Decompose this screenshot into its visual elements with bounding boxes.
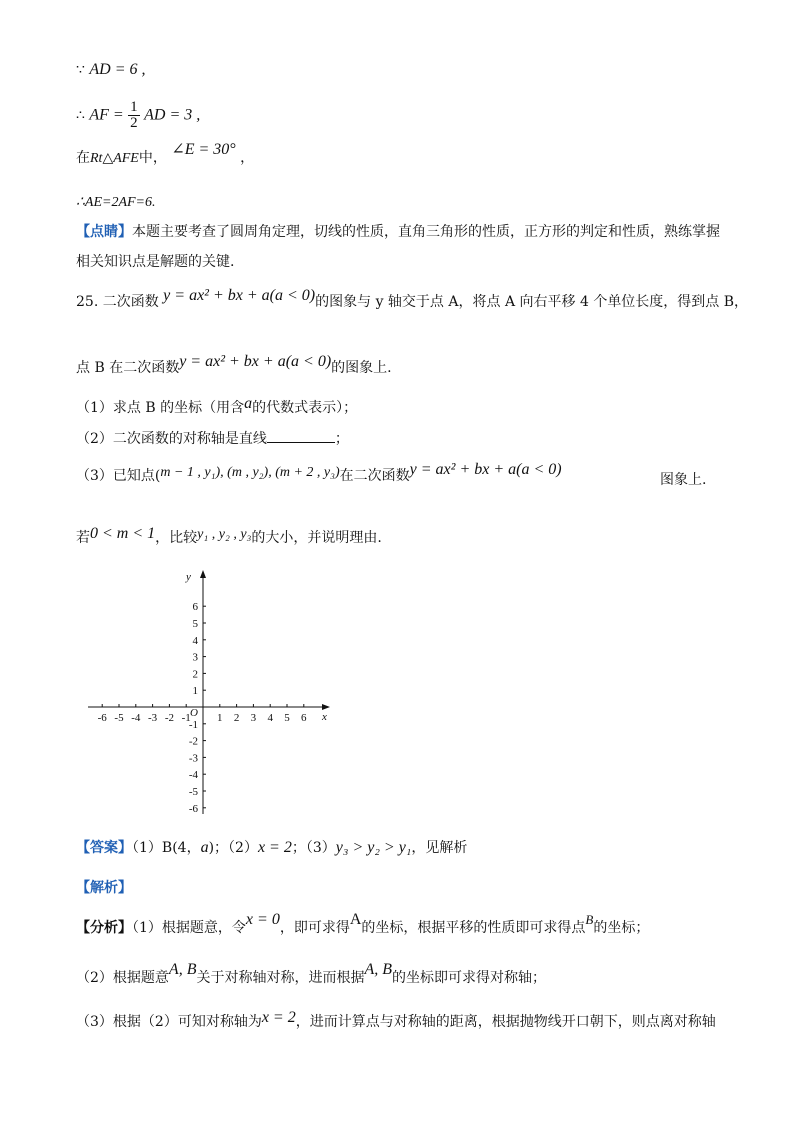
text: 的图象与 y 轴交于点 A，将点 A 向右平移 4 个单位长度，得到点 B，	[315, 294, 749, 310]
y-tick-label: 1	[192, 685, 198, 698]
text: 二次函数	[102, 294, 159, 310]
text: （3）已知点(	[76, 468, 161, 484]
x-tick-label: -4	[131, 712, 141, 724]
text: 关于对称轴对称，进而根据	[196, 970, 365, 986]
text: 的坐标，根据平移的性质即可求得点	[361, 920, 586, 936]
text: 在二次函数	[339, 468, 410, 484]
analysis-line2	[76, 961, 547, 988]
math-expr: AD = 6 ,	[89, 61, 146, 78]
y-tick-label: -6	[188, 802, 198, 815]
function-expr: y = ax² + bx + a(a < 0)	[179, 353, 332, 370]
math-expr: x = 2	[257, 839, 292, 856]
text: （2）二次函数的对称轴是直线	[76, 431, 267, 447]
text: 在	[76, 150, 90, 166]
math-expr: x = 0	[245, 911, 280, 928]
sub-question-1	[76, 395, 358, 418]
y-tick-label: 2	[192, 668, 198, 681]
line-dianjing-cont	[76, 252, 234, 272]
sub-question-3-cond	[76, 525, 382, 549]
text: 的图象上.	[331, 360, 392, 376]
math-expr: AF =	[89, 106, 124, 124]
y-axis-arrow	[200, 570, 206, 578]
x-tick-label: -6	[97, 712, 107, 724]
text: （1）B(4，	[132, 840, 201, 856]
x-tick-label: 3	[250, 712, 257, 724]
point-label: A	[349, 911, 362, 928]
text: ；（3）	[291, 840, 336, 856]
text: ，见解析	[411, 840, 468, 856]
text: （2）根据题意	[76, 970, 169, 986]
origin-label: O	[190, 707, 198, 719]
text: （1）根据题意，令	[132, 920, 246, 936]
variable: a	[244, 395, 253, 412]
text: ，	[240, 150, 255, 166]
section-tag: 【点睛】	[76, 224, 132, 240]
text: （3）根据（2）可知对称轴为	[76, 1014, 262, 1030]
text: ；	[334, 431, 349, 447]
math-expr: AD = 3 ,	[144, 106, 201, 124]
math-expr: y₃ > y₂ > y₁	[335, 839, 412, 856]
analysis-line1	[76, 911, 650, 938]
math-expr: x = 2	[261, 1009, 296, 1026]
math-expr: ∴AE=2AF=6.	[76, 195, 156, 210]
text: 的坐标即可求得对称轴；	[392, 970, 547, 986]
x-tick-label: 1	[217, 712, 223, 724]
answer-line	[76, 838, 467, 858]
x-tick-label: -2	[164, 712, 174, 724]
math-expr: Rt△AFE	[90, 151, 139, 166]
section-tag: 【解析】	[76, 880, 132, 896]
x-tick-label: 2	[233, 712, 240, 724]
text: （1）求点 B 的坐标（用含	[76, 400, 245, 416]
text: 的代数式表示）；	[252, 400, 358, 416]
sub-question-3-end	[660, 470, 706, 490]
y-tick-label: -4	[188, 769, 198, 782]
jiexi-heading	[76, 878, 132, 898]
question-number: 25.	[76, 294, 99, 310]
x-tick-label: 5	[284, 712, 290, 724]
function-expr: y = ax² + bx + a(a < 0)	[163, 287, 316, 304]
y-tick-label: -2	[188, 735, 198, 748]
line-rt-triangle	[76, 141, 255, 169]
x-tick-label: 4	[267, 712, 273, 724]
text: 相关知识点是解题的关键.	[76, 254, 235, 270]
x-tick-label: -1	[181, 712, 191, 724]
point-labels: A, B	[364, 961, 393, 978]
x-tick-label: -5	[114, 712, 124, 724]
question-25-line1	[76, 287, 749, 312]
question-25-line2	[76, 353, 392, 378]
y-tick-label: 4	[192, 634, 198, 647]
x-axis-label: x	[322, 711, 327, 723]
y-tick-label: -5	[188, 786, 198, 798]
fraction: $\frac{1}{2}$	[130, 99, 138, 131]
point-labels: A, B	[168, 961, 197, 978]
because-symbol: ∵	[76, 62, 85, 78]
y-tick-label: 5	[192, 618, 198, 630]
text: 的大小，并说明理由.	[251, 530, 382, 546]
line-ae-equals-6	[76, 192, 156, 213]
variable: a	[200, 839, 209, 856]
analysis-line3	[76, 1009, 716, 1032]
coordinate-grid	[78, 566, 338, 816]
y-tick-label: -3	[188, 752, 198, 765]
function-expr: y = ax² + bx + a(a < 0)	[409, 461, 562, 478]
x-axis-arrow	[322, 704, 330, 710]
x-tick-label: -3	[148, 712, 158, 724]
y-tick-label: 6	[192, 601, 198, 614]
text: 本题主要考查了圆周角定理，切线的性质，直角三角形的性质，正方形的判定和性质，熟练掌握	[132, 224, 720, 240]
text: ，即可求得	[279, 920, 350, 936]
text: ，比较	[155, 530, 198, 546]
math-expr: 0 < m < 1	[90, 525, 156, 542]
therefore-symbol: ∴	[76, 107, 85, 124]
y-tick-label: -1	[188, 718, 198, 731]
math-expr: ∠E = 30°	[171, 141, 236, 158]
x-tick-label: 6	[301, 712, 307, 724]
line-af-equals-3	[76, 100, 200, 131]
text: 中，	[138, 150, 167, 166]
section-tag: 【答案】	[76, 840, 132, 856]
sub-question-2	[76, 428, 349, 449]
y-axis-label: y	[186, 571, 191, 583]
points-expr: m − 1 , y₁), (m , y₂), (m + 2 , y₃)	[160, 465, 340, 480]
y-tick-label: 3	[192, 651, 198, 664]
text: )；（2）	[208, 840, 258, 856]
text: 若	[76, 530, 90, 546]
answer-blank	[267, 428, 335, 443]
point-label: B	[585, 912, 594, 927]
text: 图象上.	[660, 472, 707, 488]
text: 的坐标；	[593, 920, 650, 936]
math-expr: y₁ , y₂ , y₃	[197, 527, 252, 542]
line-ad-equals-6	[76, 60, 146, 80]
section-tag: 【分析】	[76, 920, 132, 936]
text: 点 B 在二次函数	[76, 360, 180, 376]
text: ，进而计算点与对称轴的距离，根据抛物线开口朝下，则点离对称轴	[295, 1014, 716, 1030]
line-dianjing	[76, 222, 720, 242]
sub-question-3	[76, 461, 562, 487]
